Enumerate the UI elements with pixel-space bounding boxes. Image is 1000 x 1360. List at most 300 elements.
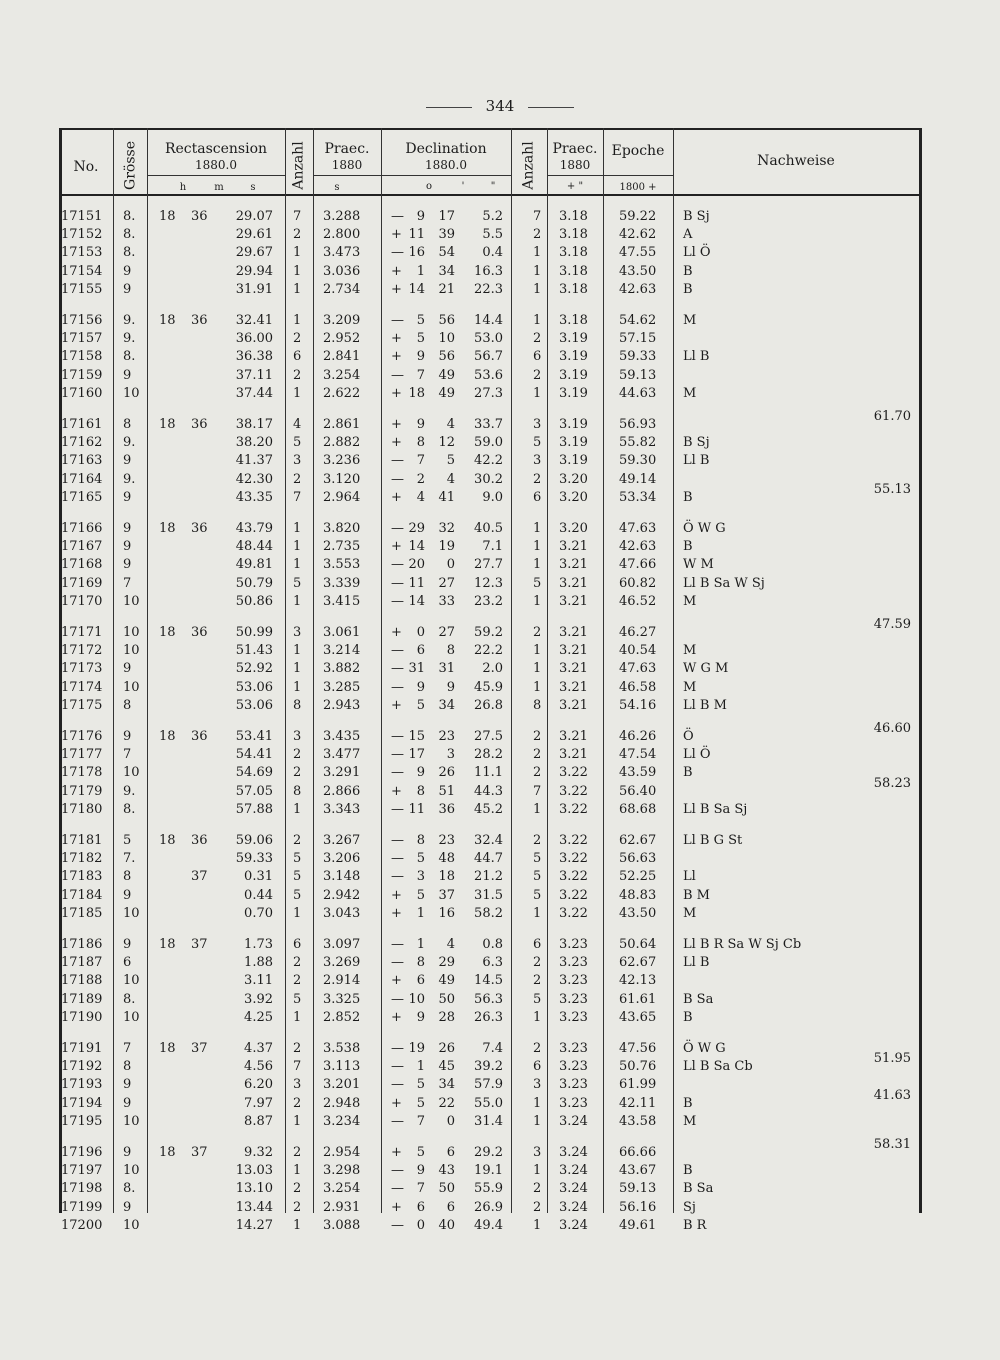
cell-nachweise: B Sj: [683, 209, 710, 224]
cell-praec: 3.254: [323, 1181, 361, 1197]
cell-praec: 3.113: [323, 1059, 361, 1075]
header-decl-deg: o: [425, 181, 433, 192]
cell-anzahl: 1: [293, 263, 302, 279]
cell-decl-min: 4: [446, 937, 455, 952]
cell-groesse: 9: [123, 1095, 132, 1111]
cell-decl-sec: 12.3: [474, 575, 503, 591]
table-row: [59, 208, 922, 226]
cell-rect-s: 29.94: [235, 263, 273, 279]
cell-decl-sign: +: [391, 489, 402, 505]
rect-subrule: [147, 175, 285, 176]
cell-no: 17151: [61, 209, 103, 224]
cell-epoche: 48.83: [619, 887, 657, 903]
cell-epoche: 62.67: [619, 833, 657, 848]
cell-no: 17168: [61, 557, 103, 573]
header-rect-m: m: [214, 182, 224, 193]
cell-decl-sign: —: [391, 313, 404, 328]
cell-no: 17192: [61, 1059, 103, 1075]
header-rect-epoch: 1880.0: [195, 158, 237, 172]
cell-decl-deg: 11: [408, 227, 425, 243]
cell-no: 17166: [61, 521, 103, 536]
cell-extra-epoche: 47.59: [873, 617, 911, 632]
cell-decl-deg: 1: [416, 905, 425, 921]
cell-no: 17160: [61, 385, 103, 401]
cell-decl-sec: 39.2: [474, 1059, 503, 1075]
cell-extra-epoche: 58.23: [873, 775, 911, 791]
cell-anzahl-2: 7: [533, 209, 542, 224]
cell-decl-sign: —: [391, 679, 404, 695]
cell-decl-sec: 26.8: [474, 697, 503, 713]
cell-groesse: 9: [123, 729, 132, 744]
cell-praec-2: 3.20: [559, 471, 588, 487]
cell-praec: 3.285: [323, 679, 361, 695]
cell-anzahl: 1: [293, 313, 302, 328]
table-row: [59, 471, 922, 489]
cell-groesse: 9: [123, 281, 132, 297]
cell-groesse: 9: [123, 1077, 132, 1093]
cell-praec-2: 3.21: [559, 575, 588, 591]
cell-groesse: 9: [123, 937, 132, 952]
cell-epoche: 50.76: [619, 1059, 657, 1075]
cell-decl-deg: 10: [408, 991, 425, 1007]
table-row: [59, 226, 922, 244]
cell-groesse: 10: [123, 765, 140, 781]
cell-no: 17176: [61, 729, 103, 744]
cell-epoche: 50.64: [619, 937, 657, 952]
table-row: [59, 520, 922, 538]
cell-epoche: 42.63: [619, 281, 657, 297]
cell-anzahl-2: 2: [533, 833, 542, 848]
cell-decl-min: 0: [446, 1113, 455, 1129]
cell-decl-deg: 18: [408, 385, 425, 401]
cell-decl-deg: 3: [416, 869, 425, 885]
praec-subrule: [313, 175, 381, 176]
cell-praec-2: 3.24: [559, 1163, 588, 1179]
cell-epoche: 49.14: [619, 471, 657, 487]
cell-anzahl: 5: [293, 575, 302, 591]
cell-rect-s: 53.06: [235, 679, 273, 695]
cell-anzahl-2: 1: [533, 905, 542, 921]
cell-anzahl-2: 1: [533, 1163, 542, 1179]
cell-rect-s: 36.38: [235, 349, 273, 365]
cell-decl-min: 33: [438, 593, 455, 609]
cell-decl-sec: 44.3: [474, 783, 503, 799]
cell-anzahl: 6: [293, 937, 302, 952]
cell-nachweise: Sj: [683, 1199, 696, 1215]
cell-no: 17174: [61, 679, 103, 695]
header-anzahl: Anzahl: [290, 141, 307, 190]
cell-decl-min: 32: [438, 521, 455, 536]
cell-decl-min: 4: [446, 471, 455, 487]
cell-anzahl-2: 1: [533, 661, 542, 677]
cell-decl-min: 54: [438, 245, 455, 261]
cell-anzahl-2: 2: [533, 331, 542, 347]
cell-praec: 2.866: [323, 783, 361, 799]
table-row: [59, 660, 922, 678]
table-row: [59, 905, 922, 923]
cell-anzahl: 3: [293, 729, 302, 744]
cell-decl-deg: 0: [416, 625, 425, 640]
cell-praec-2: 3.19: [559, 331, 588, 347]
cell-groesse: 8: [123, 869, 132, 885]
header-praec: Praec.: [324, 141, 370, 157]
cell-groesse: 8.: [123, 991, 136, 1007]
cell-praec-2: 3.21: [559, 697, 588, 713]
cell-anzahl: 2: [293, 227, 302, 243]
cell-nachweise: M: [683, 385, 697, 401]
cell-praec-2: 3.24: [559, 1199, 588, 1215]
cell-praec: 3.435: [323, 729, 361, 744]
cell-decl-sec: 45.9: [474, 679, 503, 695]
table-row: [59, 348, 922, 366]
cell-anzahl: 2: [293, 955, 302, 971]
cell-decl-deg: 5: [416, 1145, 425, 1160]
cell-praec-2: 3.19: [559, 453, 588, 469]
cell-decl-min: 56: [438, 313, 455, 328]
cell-decl-sign: —: [391, 851, 404, 867]
cell-praec: 3.201: [323, 1077, 361, 1093]
cell-anzahl-2: 5: [533, 991, 542, 1007]
cell-rect-h: 18: [159, 417, 176, 432]
cell-no: 17177: [61, 747, 103, 763]
table-row: [59, 887, 922, 905]
cell-groesse: 9: [123, 453, 132, 469]
cell-no: 17194: [61, 1095, 103, 1111]
star-catalogue-table: [59, 128, 922, 1233]
cell-praec-2: 3.22: [559, 833, 588, 848]
cell-decl-sign: —: [391, 1181, 404, 1197]
cell-anzahl-2: 1: [533, 281, 542, 297]
table-row: [59, 385, 922, 403]
cell-decl-sec: 27.5: [474, 729, 503, 744]
cell-decl-sign: +: [391, 783, 402, 799]
table-row: [59, 764, 922, 782]
cell-decl-min: 27: [438, 575, 455, 591]
cell-nachweise: B: [683, 1163, 693, 1179]
cell-anzahl: 1: [293, 679, 302, 695]
cell-decl-deg: 5: [416, 697, 425, 713]
cell-no: 17180: [61, 801, 103, 817]
cell-decl-sec: 0.4: [482, 245, 503, 261]
cell-groesse: 10: [123, 1217, 140, 1233]
cell-nachweise: A: [683, 227, 693, 243]
cell-decl-sign: +: [391, 539, 402, 555]
cell-decl-deg: 8: [416, 435, 425, 451]
cell-decl-deg: 11: [408, 575, 425, 591]
cell-epoche: 43.67: [619, 1163, 657, 1179]
cell-anzahl: 1: [293, 1217, 302, 1233]
cell-anzahl: 3: [293, 453, 302, 469]
cell-decl-sign: —: [391, 643, 404, 659]
cell-anzahl-2: 1: [533, 539, 542, 555]
table-row: [59, 1113, 922, 1131]
cell-epoche: 40.54: [619, 643, 657, 659]
cell-rect-s: 9.32: [244, 1145, 273, 1160]
table-row: [59, 330, 922, 348]
cell-epoche: 42.13: [619, 973, 657, 989]
cell-decl-deg: 9: [416, 349, 425, 365]
cell-praec: 3.538: [323, 1041, 361, 1056]
table-row: [59, 697, 922, 715]
cell-decl-sec: 11.1: [474, 765, 503, 781]
table-row: [59, 312, 922, 330]
table-row: [59, 936, 922, 954]
cell-decl-sec: 5.5: [482, 227, 503, 243]
cell-nachweise: B Sj: [683, 435, 710, 451]
cell-decl-sign: —: [391, 1163, 404, 1179]
cell-decl-min: 6: [446, 1199, 455, 1215]
cell-extra-epoche: 61.70: [873, 409, 911, 424]
cell-nachweise: B: [683, 263, 693, 279]
table-row: [59, 617, 922, 642]
cell-groesse: 7: [123, 1041, 132, 1056]
cell-groesse: 9: [123, 887, 132, 903]
cell-decl-min: 34: [438, 697, 455, 713]
cell-decl-deg: 4: [416, 489, 425, 505]
cell-no: 17163: [61, 453, 103, 469]
cell-decl-min: 34: [438, 1077, 455, 1093]
cell-epoche: 46.52: [619, 593, 657, 609]
cell-rect-s: 59.06: [235, 833, 273, 848]
cell-no: 17187: [61, 955, 103, 971]
cell-rect-s: 59.33: [235, 851, 273, 867]
cell-decl-min: 49: [438, 385, 455, 401]
cell-decl-deg: 20: [408, 557, 425, 573]
cell-no: 17178: [61, 765, 103, 781]
cell-decl-sign: +: [391, 973, 402, 989]
cell-decl-sec: 27.7: [474, 557, 503, 573]
cell-nachweise: B R: [683, 1217, 707, 1233]
cell-anzahl-2: 1: [533, 385, 542, 401]
table-row: [59, 481, 922, 507]
cell-decl-sec: 45.2: [474, 801, 503, 817]
cell-decl-sec: 21.2: [474, 869, 503, 885]
cell-no: 17171: [61, 625, 103, 640]
cell-anzahl-2: 8: [533, 697, 542, 713]
cell-decl-sec: 56.7: [474, 349, 503, 365]
cell-praec-2: 3.24: [559, 1113, 588, 1129]
cell-decl-sign: +: [391, 331, 402, 347]
cell-praec: 2.622: [323, 385, 361, 401]
table-row: [59, 868, 922, 886]
cell-decl-sign: +: [391, 281, 402, 297]
cell-anzahl: 7: [293, 1059, 302, 1075]
cell-epoche: 54.62: [619, 313, 657, 328]
cell-praec-2: 3.21: [559, 661, 588, 677]
cell-no: 17185: [61, 905, 103, 921]
cell-rect-s: 48.44: [235, 539, 273, 555]
cell-praec-2: 3.22: [559, 851, 588, 867]
cell-decl-sec: 53.0: [474, 331, 503, 347]
cell-nachweise: W G M: [683, 661, 729, 677]
cell-no: 17152: [61, 227, 103, 243]
cell-groesse: 8: [123, 1059, 132, 1075]
cell-anzahl-2: 2: [533, 1041, 542, 1056]
cell-rect-s: 51.43: [235, 643, 273, 659]
cell-decl-min: 6: [446, 1145, 455, 1160]
cell-rect-s: 37.44: [235, 385, 273, 401]
cell-decl-deg: 9: [416, 209, 425, 224]
cell-groesse: 9: [123, 367, 132, 383]
cell-decl-min: 19: [438, 539, 455, 555]
cell-no: 17186: [61, 937, 103, 952]
cell-rect-s: 53.06: [235, 697, 273, 713]
header-praec-2-unit: + ": [566, 181, 584, 192]
cell-decl-min: 39: [438, 227, 455, 243]
cell-rect-s: 29.61: [235, 227, 273, 243]
cell-no: 17200: [61, 1217, 103, 1233]
cell-rect-s: 1.88: [244, 955, 273, 971]
cell-anzahl: 1: [293, 905, 302, 921]
cell-praec: 3.820: [323, 521, 361, 536]
cell-anzahl: 3: [293, 1077, 302, 1093]
cell-groesse: 7: [123, 575, 132, 591]
cell-no: 17162: [61, 435, 103, 451]
cell-decl-sec: 26.3: [474, 1009, 503, 1025]
cell-anzahl-2: 6: [533, 937, 542, 952]
cell-groesse: 7: [123, 747, 132, 763]
cell-decl-deg: 8: [416, 833, 425, 848]
cell-epoche: 46.27: [619, 625, 657, 640]
cell-decl-min: 37: [438, 887, 455, 903]
cell-epoche: 43.65: [619, 1009, 657, 1025]
cell-decl-min: 49: [438, 367, 455, 383]
cell-rect-s: 54.41: [235, 747, 273, 763]
cell-groesse: 9: [123, 263, 132, 279]
cell-groesse: 9.: [123, 435, 136, 451]
table-top-rule: [59, 128, 922, 130]
cell-rect-s: 41.37: [235, 453, 273, 469]
cell-decl-sec: 16.3: [474, 263, 503, 279]
cell-anzahl: 2: [293, 747, 302, 763]
cell-decl-min: 3: [446, 747, 455, 763]
cell-praec-2: 3.23: [559, 1009, 588, 1025]
cell-decl-sec: 22.2: [474, 643, 503, 659]
cell-nachweise: B: [683, 539, 693, 555]
cell-decl-sign: +: [391, 349, 402, 365]
cell-praec-2: 3.21: [559, 557, 588, 573]
cell-anzahl-2: 1: [533, 313, 542, 328]
cell-decl-sign: +: [391, 385, 402, 401]
cell-anzahl-2: 1: [533, 557, 542, 573]
cell-rect-m: 36: [191, 521, 208, 536]
cell-rect-s: 50.86: [235, 593, 273, 609]
cell-decl-deg: 31: [408, 661, 425, 677]
header-no: No.: [73, 159, 99, 175]
cell-decl-min: 8: [446, 643, 455, 659]
cell-anzahl: 1: [293, 245, 302, 261]
header-praec-2-epoch: 1880: [559, 158, 591, 172]
cell-anzahl: 3: [293, 625, 302, 640]
cell-groesse: 9: [123, 1145, 132, 1160]
cell-decl-min: 31: [438, 661, 455, 677]
cell-decl-deg: 9: [416, 679, 425, 695]
cell-anzahl: 2: [293, 973, 302, 989]
cell-decl-sec: 23.2: [474, 593, 503, 609]
cell-groesse: 9: [123, 489, 132, 505]
cell-decl-deg: 9: [416, 1009, 425, 1025]
cell-rect-s: 29.67: [235, 245, 273, 261]
cell-praec: 2.954: [323, 1145, 361, 1160]
cell-epoche: 47.66: [619, 557, 657, 573]
cell-groesse: 10: [123, 593, 140, 609]
cell-praec: 3.473: [323, 245, 361, 261]
cell-decl-sign: —: [391, 1077, 404, 1093]
table-row: [59, 801, 922, 819]
cell-groesse: 8: [123, 697, 132, 713]
cell-decl-min: 12: [438, 435, 455, 451]
cell-anzahl: 2: [293, 331, 302, 347]
cell-anzahl-2: 1: [533, 679, 542, 695]
cell-decl-sec: 2.0: [482, 661, 503, 677]
cell-decl-deg: 9: [416, 765, 425, 781]
cell-epoche: 49.61: [619, 1217, 657, 1233]
cell-praec: 3.097: [323, 937, 361, 952]
cell-rect-s: 52.92: [235, 661, 273, 677]
cell-decl-deg: 17: [408, 747, 425, 763]
cell-decl-min: 26: [438, 765, 455, 781]
table-row: [59, 575, 922, 593]
cell-decl-sec: 9.0: [482, 489, 503, 505]
cell-nachweise: B: [683, 1009, 693, 1025]
cell-praec-2: 3.24: [559, 1217, 588, 1233]
table-row: [59, 1087, 922, 1113]
table-row: [59, 991, 922, 1009]
cell-nachweise: Ö W G: [683, 1041, 726, 1056]
cell-rect-s: 57.88: [235, 801, 273, 817]
cell-decl-min: 36: [438, 801, 455, 817]
cell-rect-s: 0.31: [244, 869, 273, 885]
cell-praec: 3.120: [323, 471, 361, 487]
cell-decl-sign: —: [391, 869, 404, 885]
cell-anzahl: 1: [293, 643, 302, 659]
cell-no: 17183: [61, 869, 103, 885]
cell-decl-deg: 5: [416, 313, 425, 328]
cell-decl-deg: 9: [416, 1163, 425, 1179]
cell-decl-deg: 6: [416, 973, 425, 989]
cell-extra-epoche: 55.13: [873, 481, 911, 497]
cell-groesse: 7.: [123, 851, 136, 867]
cell-rect-s: 49.81: [235, 557, 273, 573]
cell-decl-sec: 31.5: [474, 887, 503, 903]
cell-decl-sec: 44.7: [474, 851, 503, 867]
cell-decl-min: 22: [438, 1095, 455, 1111]
cell-rect-m: 37: [191, 1145, 208, 1160]
cell-anzahl: 1: [293, 385, 302, 401]
cell-decl-min: 48: [438, 851, 455, 867]
cell-praec: 2.841: [323, 349, 361, 365]
cell-praec-2: 3.20: [559, 489, 588, 505]
cell-decl-sign: —: [391, 1217, 404, 1233]
cell-epoche: 43.50: [619, 263, 657, 279]
header-praec-2: Praec.: [552, 141, 598, 157]
cell-groesse: 9: [123, 521, 132, 536]
cell-decl-sec: 28.2: [474, 747, 503, 763]
cell-praec-2: 3.23: [559, 955, 588, 971]
cell-decl-min: 28: [438, 1009, 455, 1025]
cell-decl-sign: —: [391, 661, 404, 677]
cell-praec-2: 3.23: [559, 1077, 588, 1093]
cell-rect-s: 8.87: [244, 1113, 273, 1129]
cell-rect-s: 32.41: [235, 313, 273, 328]
cell-anzahl-2: 3: [533, 417, 542, 432]
cell-anzahl-2: 1: [533, 1095, 542, 1111]
cell-praec: 3.209: [323, 313, 361, 328]
cell-anzahl-2: 5: [533, 851, 542, 867]
cell-praec-2: 3.23: [559, 1095, 588, 1111]
cell-rect-h: 18: [159, 1041, 176, 1056]
cell-anzahl-2: 3: [533, 453, 542, 469]
